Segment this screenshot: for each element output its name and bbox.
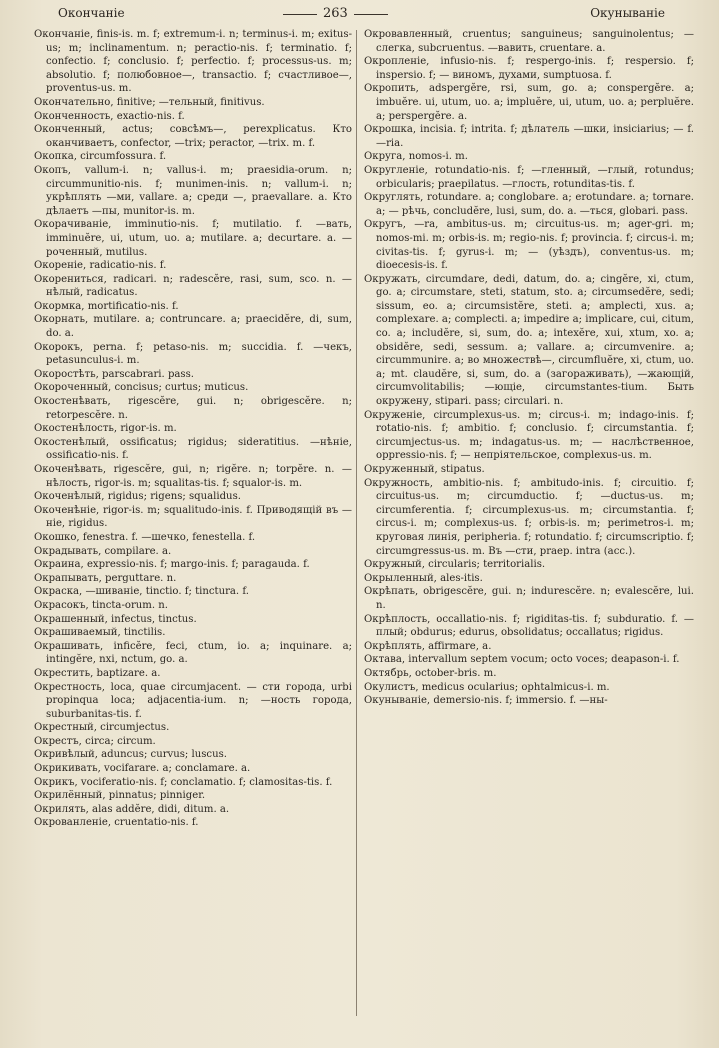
dictionary-entry: Окончаніе, finis-is. m. f; extremum-i. n; terminus-i. m; exitus-us; m; inclinamentum. n; peractio-nis. f; terminatio. f; confectio. f; conclusio. f; perfectio. f; processus-us. m; absolutio. f; полюбовное—, transactio. f; счастливое—, proventus-us. m. [34, 29, 352, 95]
header-left-guide-word: Окончаніе [58, 6, 125, 20]
dictionary-entry: Окорачиваніе, imminutio-nis. f; mutilatio. f. —вать, imminuĕre, ui, utum, uo. a; mutilare. a; decurtare. a. —роченный, mutilus. [34, 219, 352, 258]
dictionary-entry: Окрапывать, perguttare. n. [34, 572, 177, 584]
dictionary-entry: Окоростѣть, parscabrari. pass. [34, 368, 194, 380]
dictionary-entry: Окружность, ambitio-nis. f; ambitudo-inis. f; circuitio. f; circuitus-us. m; circumductio. f; —ductus-us. m; circumferentia. f; circumplexus-us. m; circumstantia. f; circus-i. m; complexus-us. f; orbis-is. m; perimetros-i. m; круговая линія, peripheria. f; rotundatio. f; circumscriptio. f; circumgressus-us. m. Въ —сти, praep. intra (acc.). [364, 477, 694, 557]
dictionary-entry: Окоченѣніе, rigor-is. m; squalitudo-inis. f. Приводящій въ —ніе, rigidus. [34, 504, 352, 530]
dictionary-entry: Оконченный, actus; совсѣмъ—, perexplicatus. Кто оканчиваетъ, confector, —trix; peractor, —trix. m. f. [34, 124, 352, 149]
dictionary-entry: Окорнать, mutilare. a; contruncare. a; praecidĕre, di, sum, do. a. [34, 314, 352, 340]
dictionary-entry: Окореніе, radicatio-nis. f. [34, 260, 167, 272]
dictionary-entry: Окрилённый, pinnatus; pinniger. [34, 790, 206, 802]
dictionary-entry: Окорокъ, perna. f; petaso-nis. m; succidia. f. —чекъ, petasunculus-i. m. [34, 341, 352, 367]
dictionary-entry: Окропленіе, infusio-nis. f; respergo-inis. f; respersio. f; inspersio. f; — виномъ, духами, sumptuosa. f. [364, 56, 694, 81]
dictionary-entry: Окорениться, radicari. n; radescĕre, rasi, sum, sco. n. —нѣлый, radicatus. [34, 273, 352, 299]
dictionary-entry: Окрадывать, compilare. a. [34, 545, 172, 557]
dictionary-entry: Окрыленный, ales-itis. [364, 572, 483, 584]
dictionary-entry: Окрѣпать, obrigescĕre, gui. n; indurescĕre. n; evalescĕre, lui. n. [364, 586, 694, 611]
dictionary-entry: Окрасокъ, tincta-orum. n. [34, 599, 168, 611]
dictionary-entry: Округа, nomos-i. m. [364, 151, 468, 163]
dictionary-entry: Окороченный, concisus; curtus; muticus. [34, 382, 249, 394]
dictionary-entry: Окостенѣвать, rigescĕre, gui. n; obrigescĕre. n; retorpescĕre. n. [34, 396, 352, 421]
right-column [364, 28, 694, 1018]
dictionary-entry: Окровавленный, cruentus; sanguineus; sanguinolentus; — слегка, subcruentus. —вавить, cruentare. a. [364, 29, 694, 54]
dictionary-entry: Окрилять, alas addĕre, didi, ditum. a. [34, 803, 230, 815]
dictionary-entry: Окруженный, stipatus. [364, 464, 485, 475]
dictionary-entry: Окоченѣвать, rigescĕre, gui, n; rigĕre. n; torpĕre. n. —нѣлость, rigor-is. m; squalitas-tis. f; squalor-is. m. [34, 464, 352, 489]
dictionary-entry: Окрикъ, vociferatio-nis. f; conclamatio. f; clamositas-tis. f. [34, 776, 333, 788]
dictionary-entry: Окостенѣлый, ossificatus; rigidus; sideratitius. —нѣніе, ossificatio-nis. f. [34, 436, 352, 462]
dictionary-entry: Окружный, circularis; territorialis. [364, 559, 546, 571]
dictionary-entry: Окрашиваемый, tinctilis. [34, 627, 166, 639]
page-number: 263 [323, 6, 348, 21]
dictionary-entry: Окормка, mortificatio-nis. f. [34, 300, 179, 312]
page-header [36, 6, 709, 26]
dictionary-entry: Округъ, —ra, ambitus-us. m; circuitus-us. m; ager-gri. m; nomos-mi. m; orbis-is. m; regio-nis. f; provincia. f; circus-i. m; civitas-tis. f; gyrus-i. m; — (уѣздъ), conventus-us. m; dioecesis-is. f. [364, 219, 694, 272]
dictionary-entry: Окраска, —шиваніе, tinctio. f; tinctura. f. [34, 586, 249, 598]
dictionary-entry: Окруженіе, circumplexus-us. m; circus-i. m; indago-inis. f; rotatio-nis. f; ambitio. f; conclusio. f; circumstantia. f; circumjectus-us. m; indagatus-us. m; — наслѣственное, oppressio-nis. f; — непріятельское, complexus-us. m. [364, 409, 694, 462]
dictionary-entry: Окулистъ, medicus ocularius; ophtalmicus-i. m. [364, 681, 610, 693]
dictionary-entry: Окрестный, circumjectus. [34, 722, 170, 734]
dictionary-entry: Окрашенный, infectus, tinctus. [34, 613, 197, 625]
column-divider [356, 30, 357, 1016]
dictionary-entry: Окрестность, loca, quae circumjacent. — сти города, urbi propinqua loca; adjacentia-ium. n; —ность города, suburbanitas-tis. f. [34, 681, 352, 720]
header-right-guide-word: Окунываніе [590, 6, 665, 20]
dictionary-entry: Окрошка, incisia. f; intrita. f; дѣлатель —шки, insiciarius; — f. —ria. [364, 124, 694, 149]
dictionary-entry: Окраина, expressio-nis. f; margo-inis. f; paragauda. f. [34, 559, 310, 571]
dictionary-entry: Окрѣплость, occallatio-nis. f; rigiditas-tis. f; subduratio. f. —плый; obdurus; edurus, obsolidatus; occallatus; rigidus. [364, 613, 694, 639]
dictionary-entry: Окружать, circumdare, dedi, datum, do. a; cingĕre, xi, ctum, go. a; circumstare, steti, statum, sto. a; circumsedĕre, sedi; sissum, eo. a; circumsistĕre, steti. a; amplecti, xus. a; complexare. a; complecti. a; impedire a; implicare, cui, citum, co. a; includĕre, si, sum, do. a; intexĕre, xui, xtum, xo. a; obsidĕre, sedi, sessum. a; vallare. a; circumvenire. a; circummunire. a; во множествѣ—, circumfluĕre, xi, ctum, uo. a; mt. claudĕre, si, sum, do. a (загораживать), —жающій, circumvolitabilis; —ющіе, circumstantes-tium. Быть окружену, stipari. pass; circulari. n. [364, 273, 694, 408]
dictionary-entry: Окошко, fenestra. f. —шечко, fenestella. f. [34, 531, 256, 543]
dictionary-entry: Октава, intervallum septem vocum; octo voces; deapason-i. f. [364, 654, 680, 666]
dictionary-entry: Окопъ, vallum-i. n; vallus-i. m; praesidia-orum. n; circummunitio-nis. f; munimen-inis. n; vallum-i. n; укрѣплять —ми, vallare. a; среди —, praevallare. a. Кто дѣлаетъ —пы, munitor-is. m. [34, 164, 352, 217]
dictionary-entry: Оконченность, exactio-nis. f. [34, 110, 185, 122]
dictionary-entry: Окрованленіе, cruentatio-nis. f. [34, 817, 199, 829]
dictionary-entry: Окопка, circumfossura. f. [34, 151, 167, 163]
dictionary-entry: Окончательно, finitive; —тельный, finitivus. [34, 96, 265, 108]
dictionary-entry: Окрашивать, inficĕre, feci, ctum, io. a; inquinare. a; intingĕre, nxi, nctum, go. a. [34, 640, 352, 666]
dictionary-entry: Окропить, adspergĕre, rsi, sum, go. a; conspergĕre. a; imbuĕre. ui, utum, uo. a; impluĕre, ui, utum, uo. a; perpluĕre. a; perspergĕre. a. [364, 83, 694, 122]
dictionary-entry: Округлять, rotundare. a; conglobare. a; erotundare. a; tornare. a; — рѣчь, concludĕre, lusi, sum, do. a. —ться, globari. pass. [364, 192, 694, 217]
dictionary-entry: Окоченѣлый, rigidus; rigens; squalidus. [34, 491, 241, 503]
dictionary-entry: Окривѣлый, aduncus; curvus; luscus. [34, 749, 227, 761]
dictionary-entry: Округленіе, rotundatio-nis. f; —гленный, —глый, rotundus; orbicularis; praepilatus. —глость, rotunditas-tis. f. [364, 164, 694, 190]
dictionary-entry: Окрестъ, circa; circum. [34, 735, 156, 747]
dictionary-entry: Октябрь, october-bris. m. [364, 667, 497, 679]
dictionary-entry: Окрикивать, vocifarare. a; conclamare. a. [34, 763, 251, 775]
dictionary-entry: Окунываніе, demersio-nis. f; immersio. f. —ны- [364, 695, 608, 707]
left-column [34, 28, 352, 1018]
dictionary-entry: Окостенѣлость, rigor-is. m. [34, 423, 177, 435]
dictionary-entry: Окрѣплять, affirmare, a. [364, 640, 492, 652]
dictionary-entry: Окрестить, baptizare. a. [34, 667, 161, 679]
